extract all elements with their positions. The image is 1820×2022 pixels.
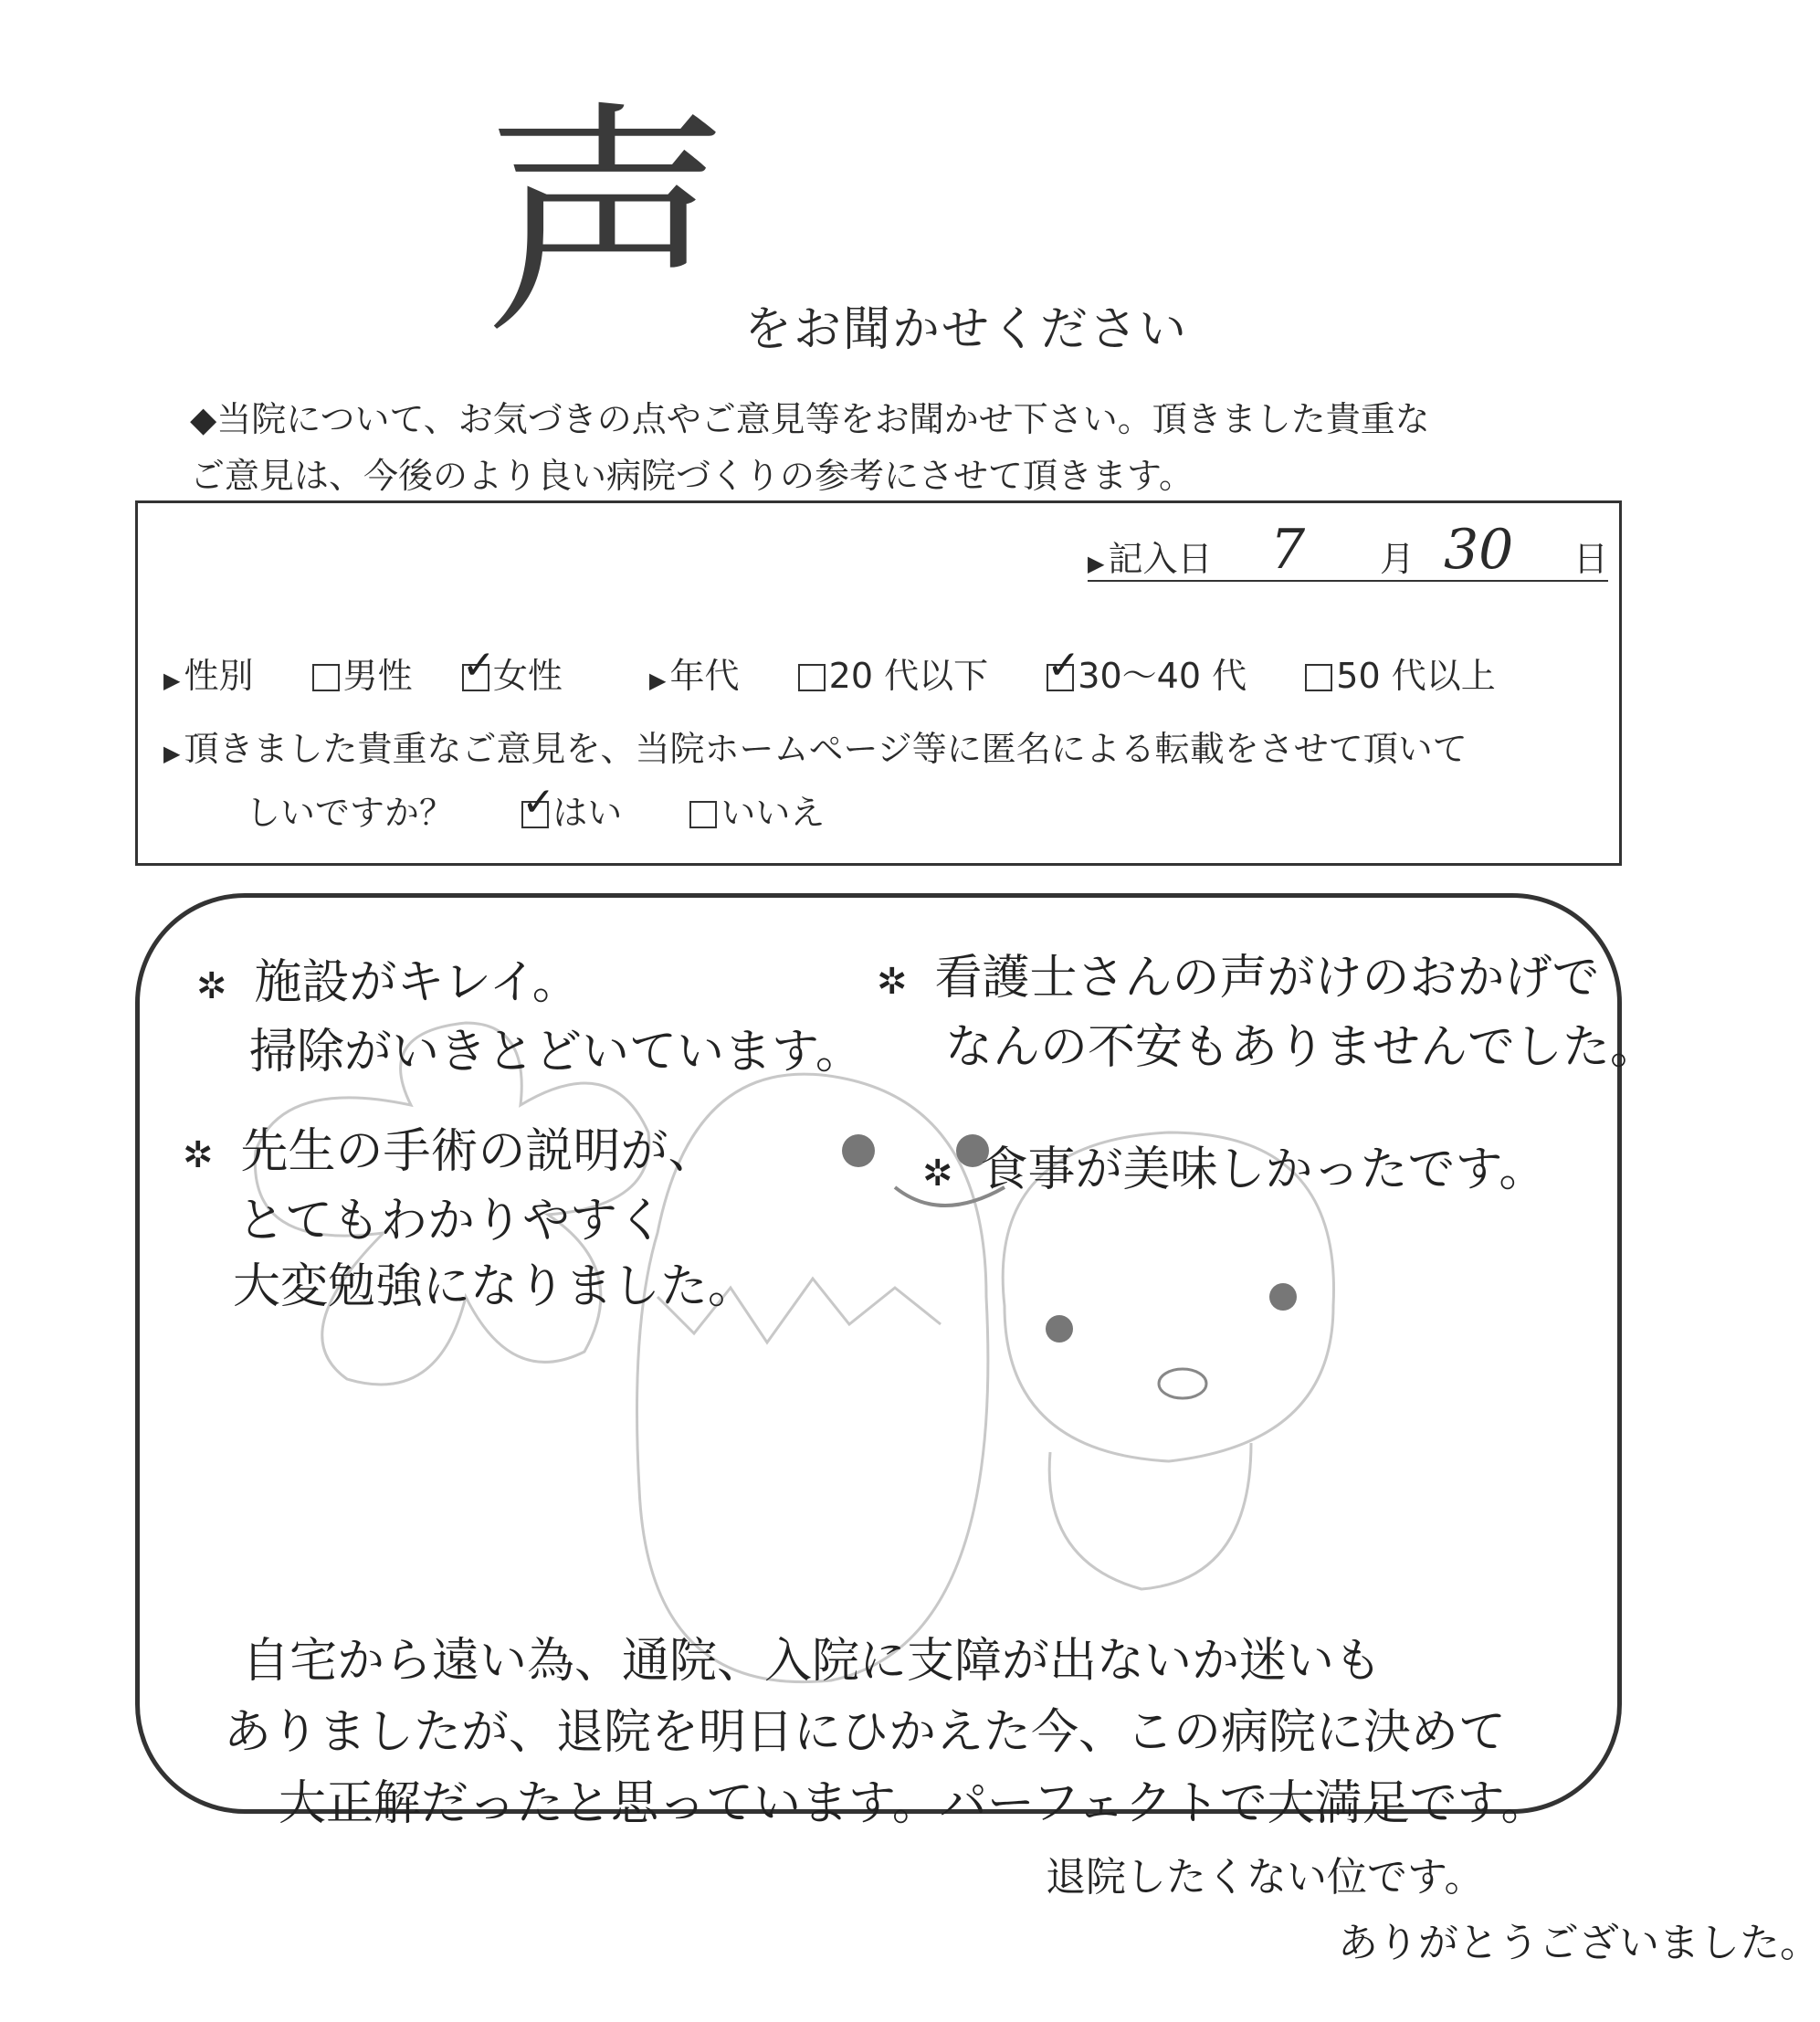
intro-text: [190, 391, 1605, 504]
egg-eye-left: [842, 1134, 875, 1167]
star-icon: ✲: [877, 961, 908, 1003]
day-unit: 日: [1573, 539, 1609, 579]
gender-female-checkbox[interactable]: [461, 642, 496, 691]
check-icon: ✓: [461, 642, 496, 689]
check-icon: ✓: [521, 779, 556, 826]
star-icon: ✲: [922, 1153, 953, 1195]
comment-closing-line-1: 退院したくない位です。: [1046, 1854, 1485, 1901]
star-icon: ✲: [196, 965, 227, 1007]
page-subtitle: をお聞かせください: [744, 302, 1189, 357]
age-20-label: 20 代以下: [828, 656, 989, 696]
gender-male-checkbox[interactable]: [312, 664, 340, 691]
age-50-label: 50 代以上: [1336, 656, 1496, 696]
comment-facility-line-2: 掃除がいきとどいています。: [249, 1025, 863, 1079]
month-unit: 月: [1380, 539, 1415, 579]
arrow-icon: ▶: [1088, 551, 1105, 576]
age-20-checkbox[interactable]: [798, 664, 826, 691]
arrow-icon: ▶: [649, 668, 667, 693]
chick-beak: [1159, 1369, 1206, 1398]
consent-yes-checkbox[interactable]: [521, 779, 556, 828]
comment-meals-line-1: 食事が美味しかったです。: [980, 1143, 1547, 1197]
comment-facility: [196, 950, 863, 1085]
consent-question-line-2: しいですか？: [246, 793, 455, 833]
date-label: 記入日: [1108, 539, 1213, 579]
comment-meals: [922, 1137, 1546, 1206]
chick-eye-right: [1269, 1283, 1297, 1311]
consent-yes-label: はい: [552, 793, 623, 833]
gender-row: [163, 642, 563, 698]
day-value[interactable]: 30: [1444, 518, 1514, 582]
star-icon: ✲: [183, 1134, 214, 1176]
gender-female-label: 女性: [492, 656, 563, 696]
comment-closing: [1046, 1845, 1820, 1976]
age-30-40-checkbox[interactable]: [1047, 642, 1081, 691]
intro-line-1: ◆当院について、お気づきの点やご意見等をお聞かせ下さい。頂きました貴重な: [190, 399, 1430, 439]
gender-male-label: 男性: [342, 656, 413, 696]
consent-answer-row: [246, 779, 826, 835]
comment-main-line-2: ありましたが、退院を明日にひかえた今、この病院に決めて: [224, 1705, 1507, 1760]
comment-facility-line-1: 施設がキレイ。: [254, 955, 580, 1010]
survey-form: [135, 500, 1622, 866]
comment-doctor: [183, 1119, 755, 1320]
arrow-icon: ▶: [163, 741, 181, 766]
page-title-character: 声: [484, 79, 731, 367]
age-50-checkbox[interactable]: [1305, 664, 1332, 691]
comment-doctor-line-1: 先生の手術の説明が、: [240, 1124, 716, 1179]
comment-nurses: [877, 945, 1657, 1080]
comment-main: [224, 1626, 1548, 1839]
gender-label: 性別: [184, 656, 254, 696]
consent-question-row: [163, 721, 1468, 771]
chick-body-sketch: [1049, 1443, 1251, 1589]
consent-question-line-1: 頂きました貴重なご意見を、当院ホームページ等に匿名による転載をさせて頂いて: [184, 729, 1468, 769]
intro-line-2: ご意見は、今後のより良い病院づくりの参考にさせて頂きます。: [190, 456, 1194, 496]
comment-nurses-line-1: 看護士さんの声がけのおかげで: [934, 951, 1600, 1006]
check-icon: ✓: [1047, 642, 1081, 689]
age-row: [649, 642, 1496, 698]
arrow-icon: ▶: [163, 668, 181, 693]
date-row: [1088, 518, 1609, 582]
comment-main-line-3: 大正解だったと思っています。パーフェクトで大満足です。: [279, 1776, 1549, 1831]
consent-no-checkbox[interactable]: [689, 801, 717, 828]
comment-main-line-1: 自宅から遠い為、通院、入院に支障が出ないか迷いも: [242, 1634, 1383, 1689]
comment-doctor-line-2: とてもわかりやすく: [237, 1194, 666, 1248]
age-label: 年代: [669, 656, 740, 696]
month-value[interactable]: 7: [1270, 518, 1306, 582]
age-30-40-label: 30～40 代: [1078, 656, 1247, 696]
consent-no-label: いいえ: [721, 793, 826, 833]
comment-doctor-line-3: 大変勉強になりました。: [233, 1259, 756, 1314]
comment-nurses-line-2: なんの不安もありませんでした。: [945, 1020, 1658, 1075]
comment-closing-line-2: ありがとうございました。: [1338, 1920, 1820, 1966]
chick-eye-left: [1046, 1315, 1073, 1343]
